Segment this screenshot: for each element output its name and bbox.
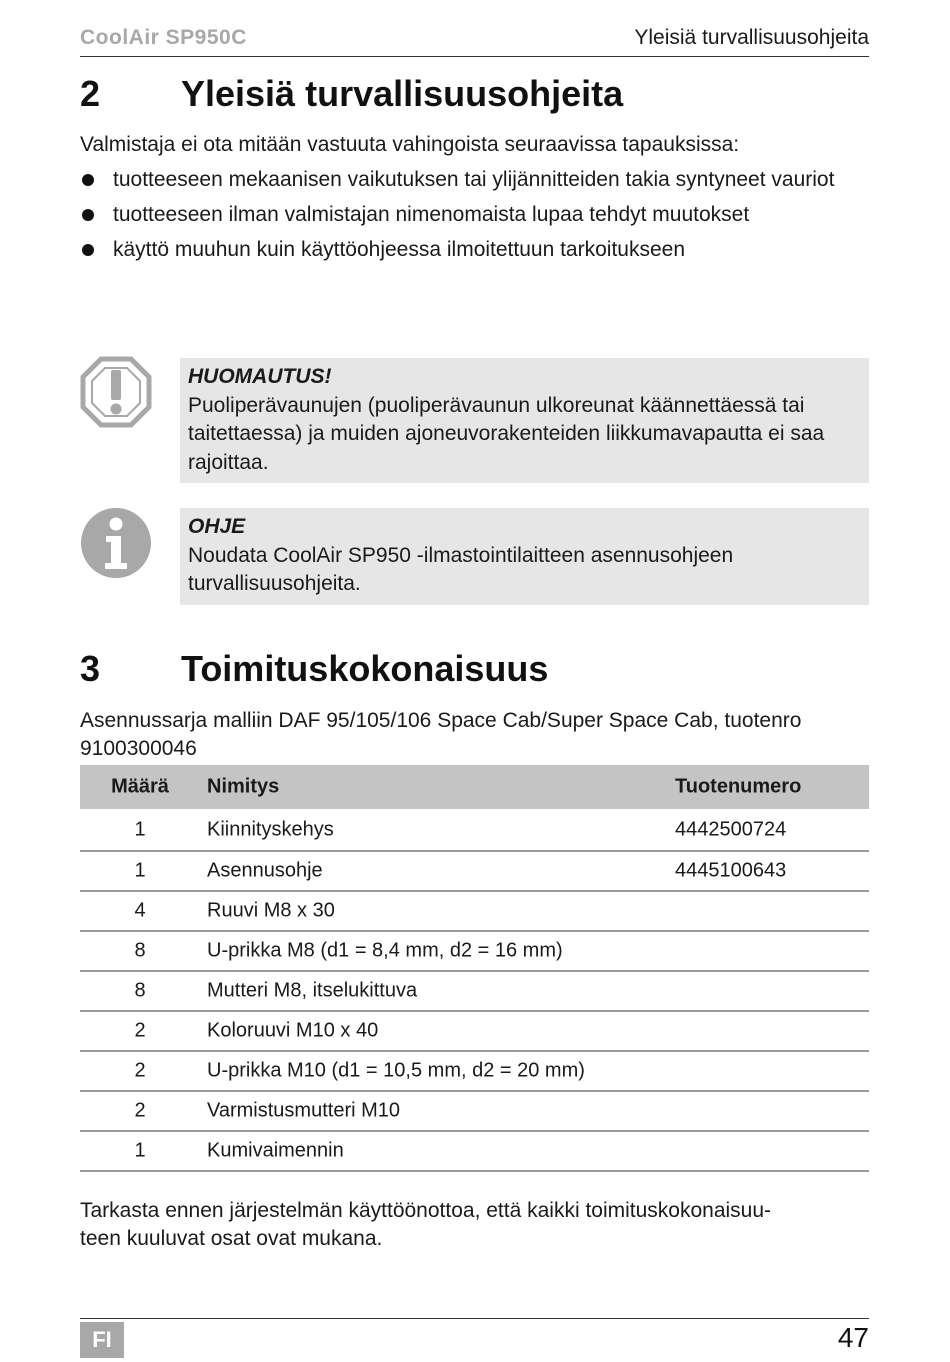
bullet-icon: [82, 244, 94, 256]
cell-quantity: 2: [134, 1099, 146, 1122]
section-3-number: 3: [80, 648, 101, 689]
list-item: [80, 166, 869, 194]
cell-product-number: 4442500724: [675, 818, 787, 840]
table-row: [80, 892, 869, 932]
closing-paragraph: [80, 1197, 869, 1253]
cell-name: Mutteri M8, itselukittuva: [207, 979, 418, 1002]
cell-name: U-prikka M8 (d1 = 8,4 mm, d2 = 16 mm): [207, 939, 563, 962]
cell-name: U-prikka M10 (d1 = 10,5 mm, d2 = 20 mm): [207, 1059, 585, 1082]
section-3-title: Toimituskokonaisuus: [181, 648, 549, 689]
column-header-quantity: Määrä: [111, 775, 169, 798]
section-2-intro: Valmistaja ei ota mitään vastuuta vahingoista seuraavissa tapauksissa:: [80, 133, 740, 156]
section-2-number: 2: [80, 73, 101, 114]
cell-quantity: 2: [134, 1059, 146, 1082]
table-row: [80, 1092, 869, 1132]
cell-quantity: 8: [134, 939, 146, 962]
cell-name: Kumivaimennin: [207, 1139, 344, 1162]
info-note-title: OHJE: [188, 515, 246, 538]
exclamation-octagon-icon: [80, 356, 152, 433]
footer-divider: [80, 1318, 869, 1319]
liability-bullet-list: [80, 166, 869, 271]
column-header-product-number: Tuotenumero: [675, 775, 802, 798]
table-row: [80, 809, 869, 852]
info-circle-icon: [80, 507, 152, 584]
table-row: [80, 932, 869, 972]
list-item-text: tuotteeseen mekaanisen vaikutuksen tai ylijännitteiden takia syntyneet vauriot: [113, 168, 835, 191]
cell-name: Varmistusmutteri M10: [207, 1099, 401, 1122]
cell-quantity: 8: [134, 979, 146, 1002]
running-header: [80, 26, 869, 57]
cell-name: Koloruuvi M10 x 40: [207, 1019, 379, 1042]
list-item-text: tuotteeseen ilman valmistajan nimenomaista lupaa tehdyt muutokset: [113, 203, 750, 226]
cell-name: Asennusohje: [207, 859, 323, 882]
bullet-icon: [82, 174, 94, 186]
table-row: [80, 972, 869, 1012]
warning-notice-title: HUOMAUTUS!: [188, 365, 332, 388]
cell-quantity: 1: [134, 818, 146, 840]
closing-paragraph-line-2: teen kuuluvat osat ovat mukana.: [80, 1227, 383, 1250]
closing-paragraph-line-1: Tarkasta ennen järjestelmän käyttöönottoa, että kaikki toimituskokonaisuu-: [80, 1199, 772, 1222]
manual-page: [80, 0, 869, 1362]
table-row: [80, 852, 869, 892]
list-item: [80, 201, 869, 229]
table-row: [80, 1012, 869, 1052]
header-section-title: Yleisiä turvallisuusohjeita: [634, 26, 869, 49]
cell-quantity: 1: [134, 859, 146, 882]
table-header-row: [80, 765, 869, 809]
table-row: [80, 1052, 869, 1092]
cell-name: Ruuvi M8 x 30: [207, 899, 335, 922]
column-header-name: Nimitys: [207, 775, 280, 798]
header-product-name: CoolAir SP950C: [80, 26, 247, 49]
cell-quantity: 1: [134, 1139, 146, 1162]
footer-page-number: 47: [837, 1322, 869, 1353]
cell-name: Kiinnityskehys: [207, 818, 334, 840]
table-row: [80, 1132, 869, 1172]
bullet-icon: [82, 209, 94, 221]
list-item-text: käyttö muuhun kuin käyttöohjeessa ilmoitettuun tarkoitukseen: [113, 238, 685, 261]
list-item: [80, 236, 869, 264]
section-3-intro: Asennussarja malliin DAF 95/105/106 Space Cab/Super Space Cab, tuotenro 9100300046: [80, 709, 802, 760]
info-note-box: [180, 508, 869, 605]
cell-quantity: 4: [134, 899, 146, 922]
cell-quantity: 2: [134, 1019, 146, 1042]
delivery-contents-table: [80, 765, 869, 1172]
warning-notice-box: [180, 358, 869, 483]
info-note-text: Noudata CoolAir SP950 -ilmastointilaitteen asennusohjeen turvallisuusohjeita.: [188, 543, 734, 595]
section-2-title: Yleisiä turvallisuusohjeita: [181, 73, 624, 114]
footer-language-badge: FI: [80, 1322, 124, 1358]
warning-notice-text: Puoliperävaunujen (puoliperävaunun ulkoreunat käännettäessä tai taitettaessa) ja muiden ajoneuvorakenteiden liikkumavapautta ei saa rajoittaa.: [188, 393, 825, 474]
cell-product-number: 4445100643: [675, 859, 787, 882]
